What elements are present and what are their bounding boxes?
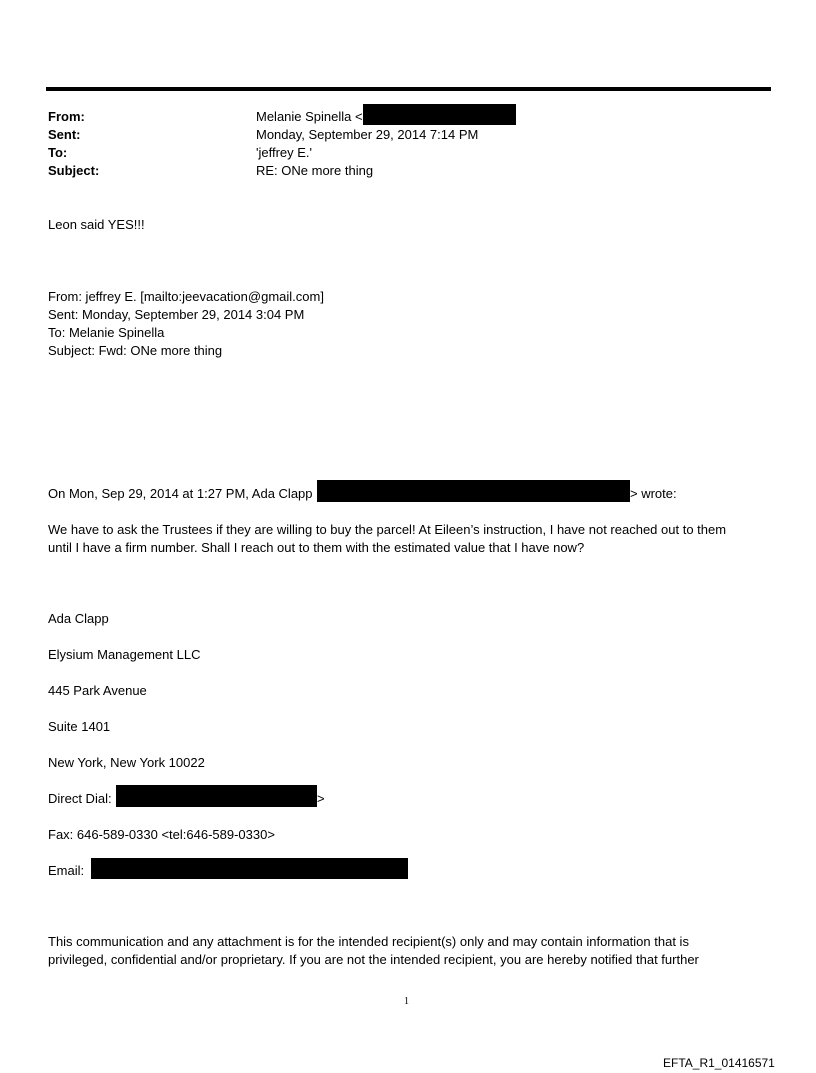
signature-company: Elysium Management LLC — [48, 647, 201, 662]
sent-label: Sent: — [48, 127, 81, 142]
forwarded-to: To: Melanie Spinella — [48, 325, 165, 340]
quote-intro-suffix: > wrote: — [630, 486, 677, 501]
page-number: 1 — [404, 996, 409, 1007]
forwarded-from: From: jeffrey E. [mailto:jeevacation@gmail.com] — [48, 289, 324, 304]
redaction-block — [317, 480, 630, 502]
forwarded-subject: Subject: Fwd: ONe more thing — [48, 343, 223, 358]
disclaimer-line: privileged, confidential and/or proprietary. If you are not the intended recipient, you are hereby notified that further — [48, 952, 699, 967]
from-value: Melanie Spinella < — [256, 109, 363, 124]
direct-dial-suffix: > — [317, 791, 325, 806]
redaction-block — [363, 104, 516, 125]
quoted-body-line: We have to ask the Trustees if they are willing to buy the parcel! At Eileen’s instruction, I have not reached out to them — [48, 522, 727, 537]
from-label: From: — [48, 109, 85, 124]
signature-city: New York, New York 10022 — [48, 755, 205, 770]
disclaimer-line: This communication and any attachment is for the intended recipient(s) only and may contain information that is — [48, 934, 689, 949]
quote-intro: On Mon, Sep 29, 2014 at 1:27 PM, Ada Clapp — [48, 486, 313, 501]
header-divider — [46, 87, 771, 91]
sent-value: Monday, September 29, 2014 7:14 PM — [256, 127, 479, 142]
signature-fax: Fax: 646-589-0330 <tel:646-589-0330> — [48, 827, 275, 842]
document-id: EFTA_R1_01416571 — [663, 1056, 775, 1070]
direct-dial-label: Direct Dial: — [48, 791, 112, 806]
subject-label: Subject: — [48, 163, 100, 178]
redaction-block — [91, 858, 408, 879]
signature-address1: 445 Park Avenue — [48, 683, 147, 698]
subject-value: RE: ONe more thing — [256, 163, 374, 178]
forwarded-sent: Sent: Monday, September 29, 2014 3:04 PM — [48, 307, 305, 322]
to-value: 'jeffrey E.' — [256, 145, 313, 160]
quoted-body-line: until I have a firm number. Shall I reach out to them with the estimated value that I have now? — [48, 540, 585, 555]
reply-body: Leon said YES!!! — [48, 217, 145, 232]
to-label: To: — [48, 145, 68, 160]
signature-name: Ada Clapp — [48, 611, 109, 626]
redaction-block — [116, 785, 317, 807]
email-label: Email: — [48, 863, 85, 878]
signature-address2: Suite 1401 — [48, 719, 111, 734]
